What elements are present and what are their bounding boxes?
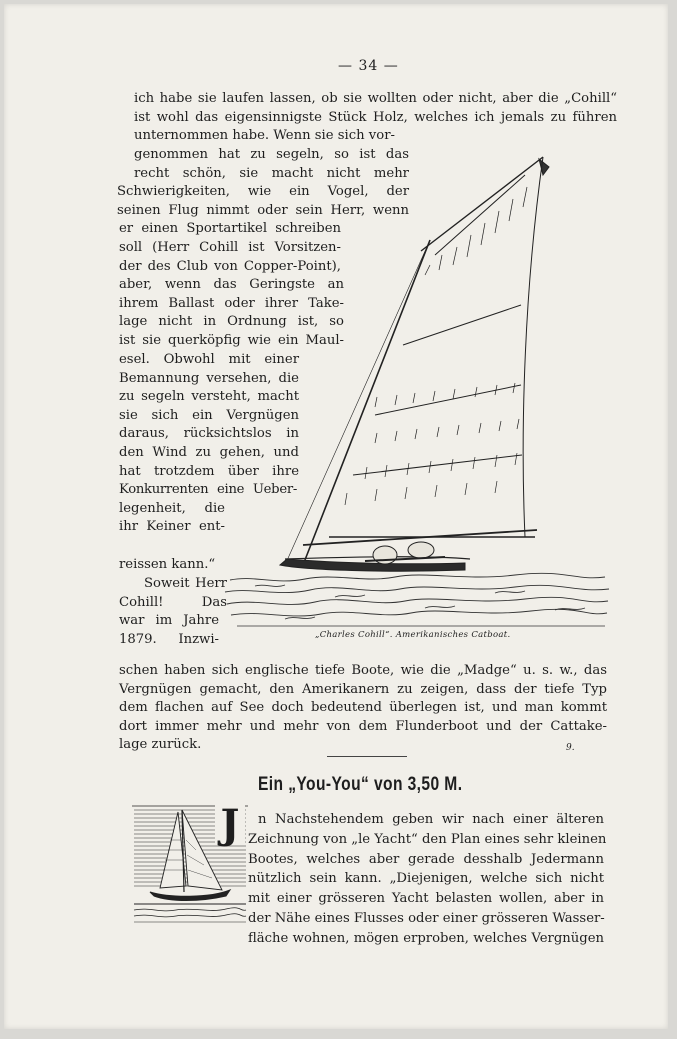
text-line: Bemannung versehen, die	[119, 370, 299, 386]
text-line: daraus, rücksichtslos in	[119, 426, 299, 442]
page-number: — 34 —	[338, 58, 399, 74]
paragraph-you-you	[248, 810, 607, 949]
text-line: den Wind zu gehen, und	[119, 444, 299, 460]
text-line: Konkurrenten eine Ueber-	[119, 482, 297, 498]
text-line: dort immer mehr und mehr von dem Flunderboot und der Cattake-	[119, 718, 607, 734]
text-line: hat trotzdem über ihre	[119, 463, 299, 479]
text-line: der des Club von Copper-Point),	[119, 258, 341, 274]
text-line: n Nachstehendem geben wir nach einer älteren	[258, 812, 604, 827]
paragraph-english-boats	[119, 662, 607, 736]
paragraph-soweit	[119, 575, 227, 649]
text-line: schen haben sich englische tiefe Boote, wie die „Madge“ u. s. w., das	[119, 663, 607, 678]
text-line: soll (Herr Cohill ist Vorsitzen-	[119, 239, 341, 255]
text-line: Soweit Herr	[144, 576, 227, 591]
text-line: recht schön, sie macht nicht mehr	[134, 165, 409, 181]
text-line: genommen hat zu segeln, so ist das	[134, 147, 409, 162]
text-line: aber, wenn das Geringste an	[119, 277, 344, 293]
text-line: nützlich sein kann. „Diejenigen, welche sich nicht	[248, 871, 604, 887]
text-line: seinen Flug nimmt oder sein Herr, wenn	[117, 202, 409, 218]
paragraph-wrap-narrow-end	[119, 556, 229, 575]
section-heading: Ein „You-You“ von 3,50 M.	[258, 774, 463, 795]
text-line: Vergnügen gemacht, den Amerikanern zu zeigen, dass der tiefe Typ	[119, 681, 607, 697]
text-line: unternommen habe. Wenn sie sich vor-	[134, 128, 395, 143]
text-line: 1879. Inzwi-	[119, 631, 219, 647]
text-line: Schwierigkeiten, wie ein Vogel, der	[117, 184, 409, 200]
text-line: ihr Keiner ent-	[119, 519, 225, 535]
text-line: der Nähe eines Flusses oder einer grösseren Wasser-	[248, 910, 605, 926]
paragraph-cohill-intro	[134, 90, 617, 127]
text-line: sie sich ein Vergnügen	[119, 407, 299, 423]
signature-mark: 9.	[566, 743, 575, 753]
paragraph-english-boats-end	[119, 736, 319, 755]
drop-cap: J	[215, 805, 245, 845]
text-line: ich habe sie laufen lassen, ob sie wollten oder nicht, aber die „Cohill“	[134, 91, 617, 106]
catboat-illustration	[225, 145, 610, 635]
text-line: lage nicht in Ordnung ist, so	[119, 314, 344, 330]
illustration-caption: „Charles Cohill“. Amerikanisches Catboat.	[315, 630, 511, 640]
text-line: legenheit, die	[119, 500, 225, 516]
text-line: ist wohl das eigensinnigste Stück Holz, welches ich jemals zu führen	[134, 109, 617, 125]
text-line: Cohill! Das	[119, 594, 227, 610]
text-line: reissen kann.“	[119, 557, 216, 572]
text-line: esel. Obwohl mit einer	[119, 352, 299, 367]
text-line: Zeichnung von „le Yacht“ den Plan eines sehr kleinen	[248, 831, 607, 847]
paragraph-cohill-intro-end	[134, 127, 434, 146]
text-line: dem flachen auf See doch bedeutend überlegen ist, und man kommt	[119, 700, 607, 716]
text-line: ihrem Ballast oder ihrer Take-	[119, 295, 344, 311]
text-line: mit einer grösseren Yacht belasten wollen, aber in	[248, 891, 604, 907]
text-line: lage zurück.	[119, 737, 202, 752]
text-line: fläche wohnen, mögen erproben, welches Vergnügen	[248, 930, 604, 946]
text-line: war im Jahre	[119, 613, 219, 629]
text-line: er einen Sportartikel schreiben	[119, 221, 341, 237]
text-line: Bootes, welches aber gerade desshalb Jedermann	[248, 851, 604, 867]
text-line: ist sie querköpfig wie ein Maul-	[119, 332, 344, 348]
text-line: zu segeln versteht, macht	[119, 389, 299, 405]
section-divider	[327, 756, 407, 757]
